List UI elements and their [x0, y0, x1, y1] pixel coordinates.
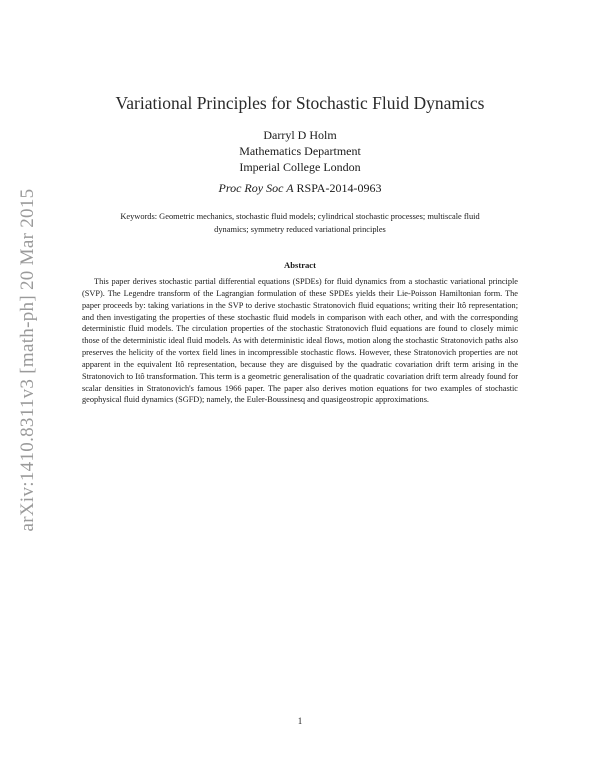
arxiv-side-stamp	[8, 185, 48, 535]
arxiv-identifier: arXiv:1410.8311v3 [math-ph] 20 Mar 2015	[17, 188, 38, 532]
journal-name: Proc Roy Soc A	[218, 181, 294, 195]
journal-reference	[0, 181, 600, 196]
keywords: Keywords: Geometric mechanics, stochastic fluid models; cylindrical stochastic processes; multiscale fluid dynamics; symmetry reduced variational principles	[120, 212, 480, 234]
author-block	[0, 127, 600, 175]
paper-title: Variational Principles for Stochastic Fluid Dynamics	[115, 93, 485, 113]
journal-ref: RSPA-2014-0963	[296, 181, 382, 195]
abstract-body: This paper derives stochastic partial differential equations (SPDEs) for fluid dynamics from a stochastic variational principle (SVP). The Legendre transform of the Lagrangian formulation of these SPDEs yields their Lie-Poisson Hamiltonian form. The paper proceeds by: taking variations in the SVP to derive stochastic Stratonovich fluid equations; writing their Itô representation; and then investigating the properties of these stochastic fluid models in comparison with each other, and with the corresponding deterministic fluid models. The circulation properties of the stochastic Stratonovich fluid equations are found to closely mimic those of the deterministic ideal fluid models. As with deterministic ideal flows, motion along the stochastic Stratonovich paths also preserves the helicity of the vortex field lines in incompressible stochastic flows. However, these Stratonovich properties are not apparent in the equivalent Itô representation, because they are disguised by the quadratic covariation drift term arising in the Stratonovich to Itô transformation. This term is a geometric generalisation of the quadratic covariation drift term already found for scalar densities in Stratonovich's famous 1966 paper. The paper also derives motion equations for two examples of stochastic geophysical fluid dynamics (SGFD); namely, the Euler-Boussinesq and quasigeostropic approximations.	[82, 277, 518, 405]
page-number: 1	[297, 716, 303, 726]
author-name: Darryl D Holm	[263, 128, 337, 142]
abstract-heading: Abstract	[284, 260, 316, 270]
author-department: Mathematics Department	[239, 144, 361, 158]
author-institution: Imperial College London	[239, 160, 361, 174]
